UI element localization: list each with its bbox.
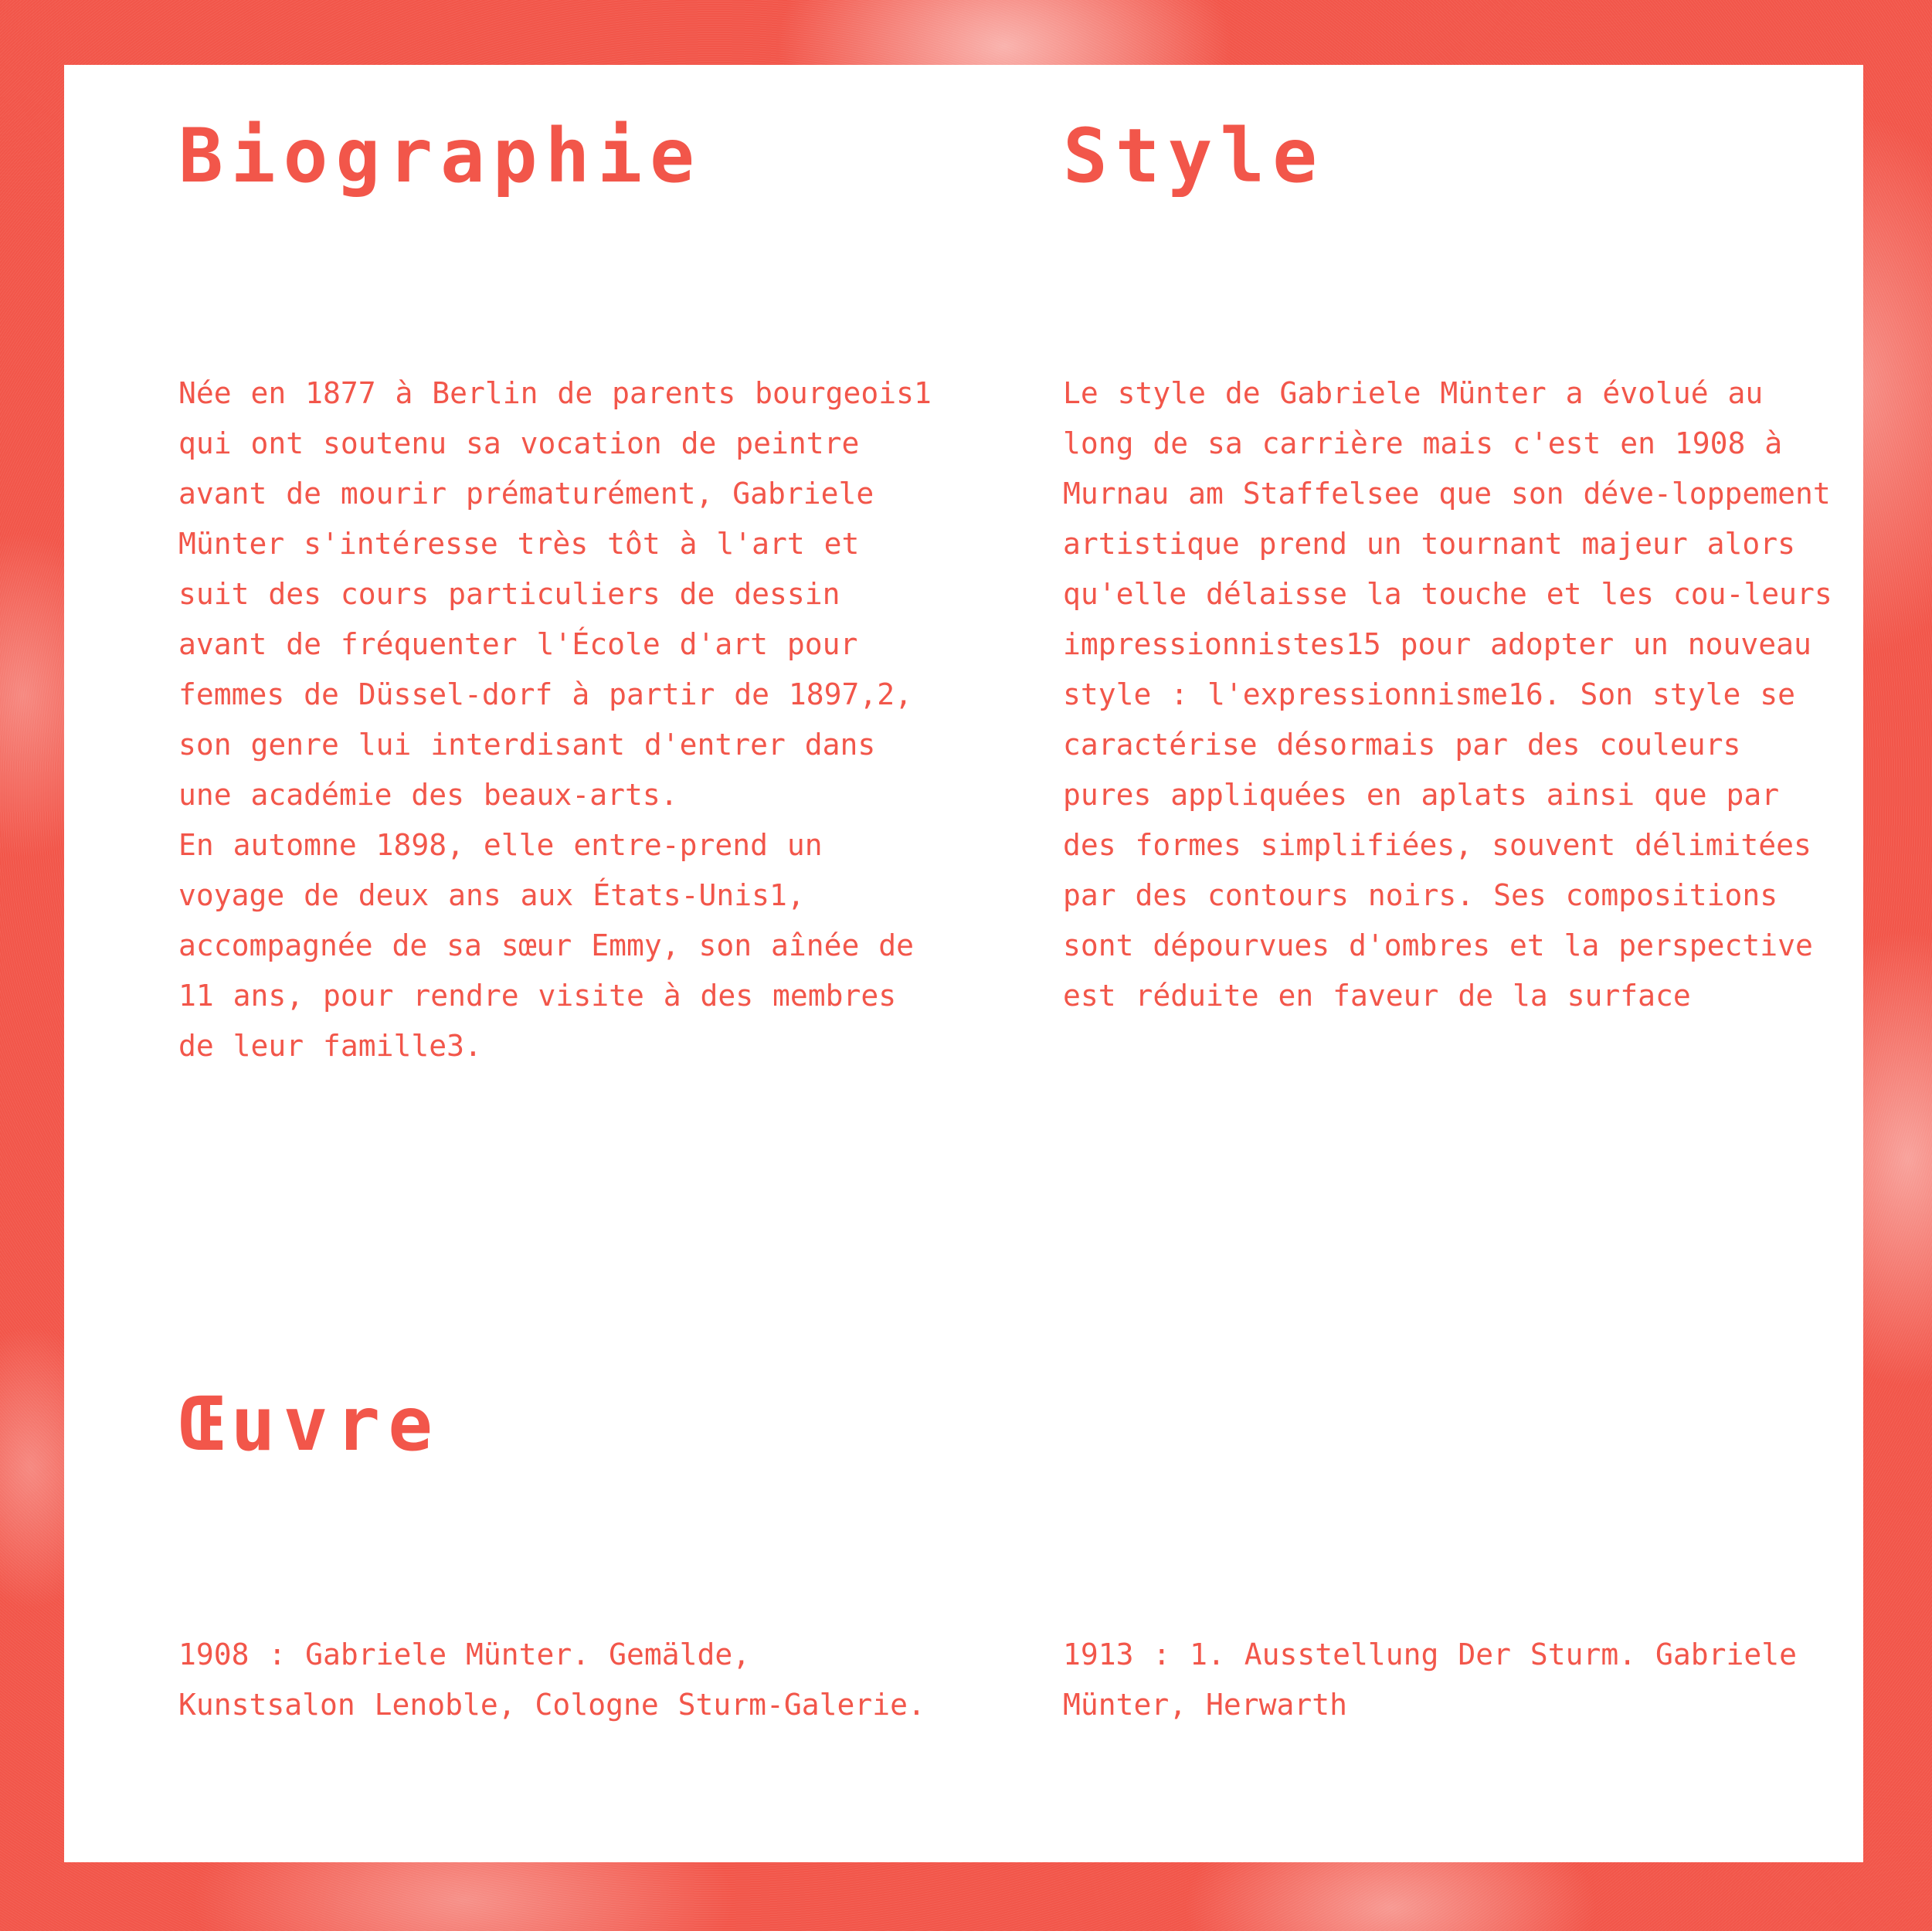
oeuvre-left-text: 1908 : Gabriele Münter. Gemälde, Kunstsalon Lenoble, Cologne Sturm-Galerie. bbox=[178, 1637, 925, 1722]
style-heading: Style bbox=[1063, 113, 1325, 199]
style-text: Le style de Gabriele Münter a évolué au long de sa carrière mais c'est en 1908 à Murnau am Staffelsee que son déve-loppement artistique prend un tournant majeur alors qu'elle délaisse la touche et les cou-leurs impressionnistes15 pour adopter un nouveau style : l'expressionnisme16. Son style se caractérise désormais par des couleurs pures appliquées en aplats ainsi que par des formes simplifiées, souvent délimitées par des contours noirs. Ses compositions sont dépourvues d'ombres et la perspective est réduite en faveur de la surface bbox=[1063, 376, 1852, 1013]
oeuvre-right-text: 1913 : 1. Ausstellung Der Sturm. Gabriele Münter, Herwarth bbox=[1063, 1637, 1816, 1722]
biography-heading: Biographie bbox=[178, 113, 702, 199]
oeuvre-heading: Œuvre bbox=[178, 1381, 440, 1468]
biography-text: Née en 1877 à Berlin de parents bourgeois1 qui ont soutenu sa vocation de peintre avant de mourir prématurément, Gabriele Münter s'intéresse très tôt à l'art et suit des cours particuliers de dessin avant de fréquenter l'École d'art pour femmes de Düssel-dorf à partir de 1897,2, son genre lui interdisant d'entrer dans une académie des beaux-arts. En automne 1898, elle entre-prend un voyage de deux ans aux États-Unis1, accompagnée de sa sœur Emmy, son aînée de 11 ans, pour rendre visite à des membres de leur famille3. bbox=[178, 376, 932, 1063]
content-panel bbox=[64, 65, 1863, 1862]
